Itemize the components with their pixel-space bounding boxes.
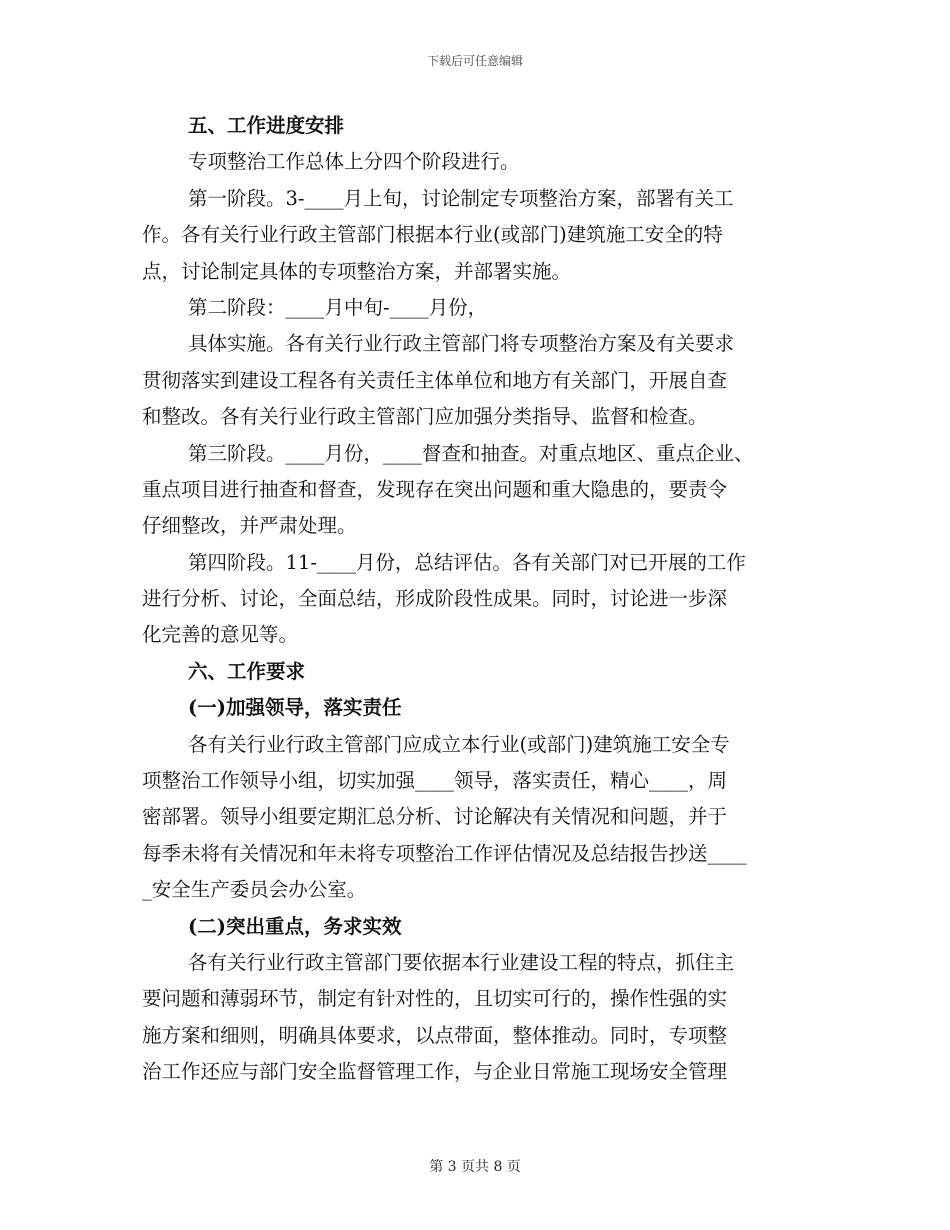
text-line: 各有关行业行政主管部门要依据本行业建设工程的特点，抓住主 bbox=[188, 950, 735, 974]
text-line: 各有关行业行政主管部门应成立本行业(或部门)建筑施工安全专 bbox=[188, 732, 730, 756]
text-line: 第三阶段。____月份，____督查和抽查。对重点地区、重点企业、 bbox=[188, 441, 754, 465]
text-line: 点，讨论制定具体的专项整治方案，并部署实施。 bbox=[142, 259, 572, 283]
text-line: 项整治工作领导小组，切实加强____领导，落实责任，精心____，周 bbox=[142, 769, 728, 793]
document-body bbox=[142, 108, 807, 1091]
section-heading: (一)加强领导，落实责任 bbox=[188, 696, 402, 720]
text-line: 第一阶段。3-____月上旬，讨论制定专项整治方案，部署有关工 bbox=[188, 186, 734, 210]
text-line: 重点项目进行抽查和督查，发现存在突出问题和重大隐患的，要责令 bbox=[142, 477, 728, 501]
text-line: 密部署。领导小组要定期汇总分析、讨论解决有关情况和问题，并于 bbox=[142, 805, 728, 829]
section-heading: 五、工作进度安排 bbox=[188, 114, 345, 137]
text-line: 第二阶段：____月中旬-____月份， bbox=[188, 295, 488, 319]
text-line: 和整改。各有关行业行政主管部门应加强分类指导、监督和检查。 bbox=[142, 405, 708, 429]
text-line: 专项整治工作总体上分四个阶段进行。 bbox=[188, 150, 520, 174]
page-header: 下载后可任意编辑 bbox=[426, 54, 523, 68]
text-line: 进行分析、讨论，全面总结，形成阶段性成果。同时，讨论进一步深 bbox=[142, 587, 728, 611]
text-line: 每季未将有关情况和年未将专项整治工作评估情况及总结报告抄送____ bbox=[142, 841, 747, 865]
text-line: 具体实施。各有关行业行政主管部门将专项整治方案及有关要求 bbox=[188, 332, 735, 356]
text-line: 化完善的意见等。 bbox=[142, 623, 299, 647]
text-line: 施方案和细则，明确具体要求，以点带面，整体推动。同时，专项整 bbox=[142, 1023, 728, 1047]
section-heading: (二)突出重点，务求实效 bbox=[188, 914, 402, 938]
text-line: 治工作还应与部门安全监督管理工作，与企业日常施工现场安全管理 bbox=[142, 1060, 728, 1084]
section-heading: 六、工作要求 bbox=[188, 659, 306, 683]
page-footer: 第 3 页共 8 页 bbox=[429, 1159, 521, 1175]
text-line: 作。各有关行业行政主管部门根据本行业(或部门)建筑施工安全的特 bbox=[142, 223, 723, 247]
text-line: 要问题和薄弱环节，制定有针对性的，且切实可行的，操作性强的实 bbox=[142, 987, 728, 1011]
text-line: _安全生产委员会办公室。 bbox=[142, 878, 367, 902]
text-line: 仔细整改，并严肃处理。 bbox=[142, 514, 357, 538]
text-line: 贯彻落实到建设工程各有关责任主体单位和地方有关部门，开展自查 bbox=[142, 368, 728, 392]
text-line: 第四阶段。11-____月份，总结评估。各有关部门对已开展的工作 bbox=[188, 550, 746, 574]
